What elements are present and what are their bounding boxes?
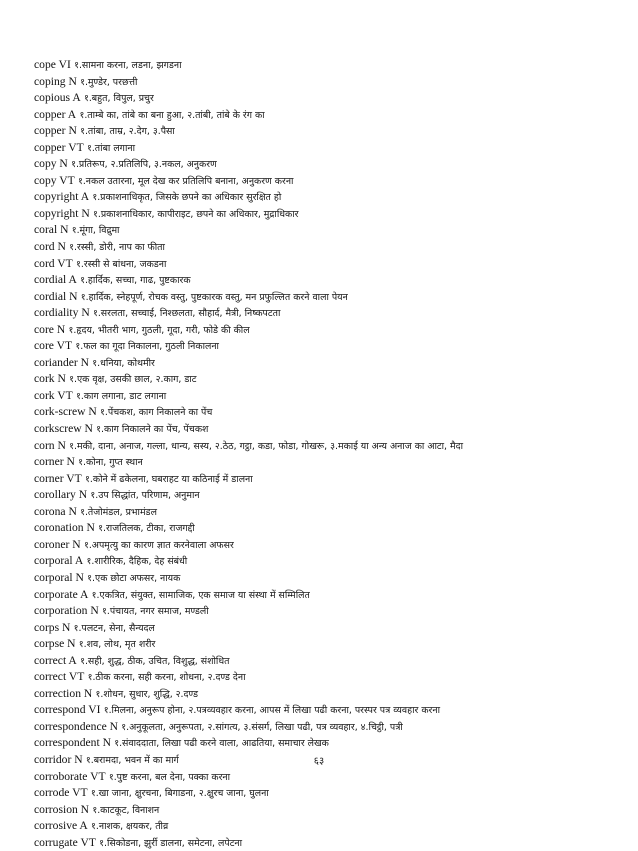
entry-headword: corrosive A	[34, 819, 88, 833]
entry-headword: cork-screw N	[34, 405, 97, 419]
entry-headword: corps N	[34, 620, 71, 634]
entry-headword: coroner N	[34, 537, 81, 551]
dictionary-entry	[34, 802, 624, 819]
dictionary-entry	[34, 371, 624, 388]
dictionary-entry	[34, 504, 624, 521]
entry-headword: correct A	[34, 653, 77, 667]
entry-headword: coping N	[34, 74, 77, 88]
entry-headword: copper N	[34, 124, 77, 138]
entry-definition: १.प्रकाशनाधिकृत, जिसके छपने का अधिकार सुरक्षित हो	[92, 192, 282, 204]
page-number: ६३	[313, 756, 325, 767]
entry-definition: १.बहुत, विपुल, प्रचुर	[83, 93, 154, 105]
dictionary-entry	[34, 239, 624, 256]
entry-definition: १.उप सिद्धांत, परिणाम, अनुमान	[90, 490, 200, 502]
entry-headword: correct VT	[34, 670, 85, 684]
entry-definition: १.मुण्डेर, परछत्ती	[80, 76, 138, 88]
entry-headword: copy VT	[34, 173, 75, 187]
entry-headword: correspondence N	[34, 719, 119, 733]
entry-headword: cork VT	[34, 388, 73, 402]
entry-definition: १.हार्दिक, स्नेहपूर्ण, रोचक वस्तु, पुष्टकारक वस्तु, मन प्रफुल्लित करने वाला पेयन	[80, 291, 348, 303]
entry-headword: corporation N	[34, 604, 99, 618]
dictionary-entry	[34, 355, 624, 372]
entry-definition: १.तेजोमंडल, प्रभामंडल	[80, 506, 157, 518]
entry-definition: १.धनिया, कोथमीर	[92, 357, 155, 369]
dictionary-entry	[34, 388, 624, 405]
entry-headword: coral N	[34, 223, 69, 237]
entry-headword: cordiality N	[34, 306, 90, 320]
entry-headword: corridor N	[34, 752, 83, 766]
dictionary-entry	[34, 553, 624, 570]
entry-definition: १.अपमृत्यु का कारण ज्ञात करनेवाला अफसर	[83, 539, 234, 551]
dictionary-entry	[34, 785, 624, 802]
entry-definition: १.मिलना, अनुरूप होना, २.पत्रव्यवहार करना, आपस में लिखा पढी करना, परस्पर पत्र व्यवहार करना	[103, 705, 441, 717]
entry-definition: १.सामना करना, लडना, झगडना	[74, 60, 182, 71]
entry-definition: १.रस्सी, डोरी, नाप का फीता	[69, 242, 165, 254]
entry-definition: १.एकत्रित, संयुक्त, सामाजिक, एक समाज या संस्था में सम्मिलित	[91, 589, 310, 601]
entry-headword: corporal A	[34, 554, 84, 568]
entry-headword: copper A	[34, 107, 77, 121]
entry-headword: copy N	[34, 157, 68, 171]
entry-definition: १.काग निकालने का पेंच, पेंचकश	[96, 424, 209, 436]
entry-definition: १.कोने में ढकेलना, घबराहट या कठिनाई में डालना	[85, 473, 253, 485]
entry-definition: १.शोधन, सुधार, शुद्धि, २.दण्ड	[95, 688, 198, 700]
entry-definition: १.फल का गूदा निकालना, गुठली निकालना	[75, 341, 219, 353]
dictionary-entry	[34, 156, 624, 173]
entry-definition: १.तांबा, ताम्र, २.देग, ३.पैसा	[80, 126, 175, 138]
entry-headword: copyright A	[34, 190, 90, 204]
entry-definition: १.काग लगाना, डाट लगाना	[76, 390, 167, 402]
entry-definition: १.मूंगा, विद्रुमा	[71, 225, 120, 237]
dictionary-entry	[34, 189, 624, 206]
entry-definition: १.संवाददाता, लिखा पढी करने वाला, आढतिया, समाचार लेखक	[114, 738, 329, 750]
entry-headword: cope VI	[34, 58, 71, 71]
entry-headword: cork N	[34, 372, 66, 386]
entry-headword: copious A	[34, 91, 81, 105]
dictionary-entry	[34, 206, 624, 223]
entry-definition: १.काटकूट, विनाशन	[92, 804, 160, 816]
dictionary-entry	[34, 421, 624, 438]
dictionary-entry	[34, 57, 624, 74]
dictionary-entry	[34, 587, 624, 604]
entry-headword: corkscrew N	[34, 422, 93, 436]
dictionary-entry	[34, 272, 624, 289]
dictionary-entry	[34, 620, 624, 637]
entry-definition: १.कोना, गुप्त स्थान	[78, 457, 143, 469]
dictionary-entry	[34, 305, 624, 322]
dictionary-entry	[34, 769, 624, 786]
dictionary-entry	[34, 173, 624, 190]
entry-definition: १.नाशक, क्षयकर, तीव्र	[91, 821, 169, 833]
entry-definition: १.ताम्बे का, तांबे का बना हुआ, २.तांबी, तांबे के रंग का	[79, 109, 265, 121]
entry-definition: १.नकल उतारना, मूल देख कर प्रतिलिपि बनाना, अनुकरण करना	[77, 175, 294, 187]
dictionary-entry	[34, 735, 624, 752]
entry-headword: coriander N	[34, 355, 90, 369]
entry-definition: १.पलटन, सेना, सैन्यदल	[73, 622, 155, 634]
dictionary-entry	[34, 74, 624, 91]
entry-definition: १.हृदय, भीतरी भाग, गुठली, गूदा, गरी, फोडे की कील	[68, 324, 250, 336]
entry-headword: corner N	[34, 455, 75, 469]
dictionary-entry	[34, 322, 624, 339]
entry-definition: १.एक छोटा अफसर, नायक	[87, 572, 181, 584]
dictionary-entry	[34, 570, 624, 587]
dictionary-entry	[34, 338, 624, 355]
entry-headword: corpse N	[34, 637, 76, 651]
dictionary-entry	[34, 289, 624, 306]
entry-headword: cord VT	[34, 256, 73, 270]
entry-definition: १.सिकोडना, झुर्री डालना, समेटना, लपेटना	[99, 837, 243, 849]
dictionary-entry	[34, 256, 624, 273]
dictionary-entry	[34, 686, 624, 703]
dictionary-entry	[34, 636, 624, 653]
dictionary-entry	[34, 537, 624, 554]
entry-definition: १.शव, लोथ, मृत शरीर	[78, 639, 156, 651]
dictionary-entry	[34, 835, 624, 851]
entry-definition: १.बरामदा, भवन में का मार्ग	[85, 754, 179, 766]
entry-headword: correspond VI	[34, 703, 101, 717]
entry-headword: corporate A	[34, 587, 89, 601]
entry-definition: १.प्रतिरूप, २.प्रतिलिपि, ३.नकल, अनुकरण	[71, 159, 217, 171]
entry-definition: १.पंचायत, नगर समाज, मण्डली	[101, 606, 209, 618]
dictionary-entry	[34, 454, 624, 471]
entry-headword: corner VT	[34, 471, 82, 485]
entry-headword: corrosion N	[34, 802, 90, 816]
dictionary-entry	[34, 90, 624, 107]
entry-definition: १.हार्दिक, सच्चा, गाढ, पुष्टकारक	[80, 275, 191, 287]
entry-headword: copper VT	[34, 140, 84, 154]
entry-definition: १.पेंचकश, काग निकालने का पेंच	[100, 407, 213, 419]
entry-headword: core N	[34, 322, 66, 336]
dictionary-entry	[34, 520, 624, 537]
entry-list	[34, 57, 624, 851]
dictionary-entry	[34, 222, 624, 239]
entry-headword: copyright N	[34, 206, 90, 220]
dictionary-entry	[34, 438, 624, 455]
entry-headword: corporal N	[34, 570, 84, 584]
entry-definition: १.प्रकाशनाधिकार, कापीराइट, छपने का अधिकार, मुद्राधिकार	[92, 208, 299, 220]
entry-definition: १.खा जाना, क्षुरचना, बिगाडना, २.क्षुरच जाना, घुलना	[90, 788, 269, 800]
entry-definition: १.मकी, दाना, अनाज, गल्ला, धान्य, सस्य, २.ठेठ, गट्ठा, कडा, फोडा, गोखरू, ३.मकाई या अन्य अनाज का आटा, मैदा	[69, 440, 464, 452]
entry-headword: corrugate VT	[34, 835, 96, 849]
entry-headword: coronation N	[34, 521, 95, 535]
entry-headword: corollary N	[34, 488, 88, 502]
entry-headword: correction N	[34, 686, 93, 700]
dictionary-entry	[34, 669, 624, 686]
entry-definition: १.अनुकूलता, अनुरूपता, २.सांगत्य, ३.संसर्ग, लिखा पढी, पत्र व्यवहार, ४.चिट्ठी, पत्री	[121, 721, 403, 733]
dictionary-entry	[34, 487, 624, 504]
entry-definition: १.शारीरिक, दैहिक, देह संबंधी	[86, 556, 188, 568]
entry-definition: १.रस्सी से बांधना, जकडना	[76, 258, 167, 270]
dictionary-entry	[34, 140, 624, 157]
entry-headword: cordial A	[34, 273, 77, 287]
entry-headword: corrode VT	[34, 786, 88, 800]
dictionary-entry	[34, 719, 624, 736]
entry-definition: १.पुष्ट करना, बल देना, पक्का करना	[108, 771, 231, 783]
dictionary-entry	[34, 471, 624, 488]
entry-headword: corroborate VT	[34, 769, 106, 783]
entry-definition: १.सरलता, सच्चाई, निश्छलता, सौहार्द, मैत्री, निष्कपटता	[92, 308, 281, 320]
dictionary-entry	[34, 404, 624, 421]
entry-headword: cordial N	[34, 289, 78, 303]
dictionary-entry	[34, 107, 624, 124]
entry-headword: corn N	[34, 438, 66, 452]
entry-headword: correspondent N	[34, 736, 111, 750]
entry-definition: १.ठीक करना, सही करना, शोधना, २.दण्ड देना	[87, 672, 246, 684]
dictionary-entry	[34, 653, 624, 670]
entry-definition: १.एक वृक्ष, उसकी छाल, २.काग, डाट	[69, 374, 197, 386]
entry-headword: cord N	[34, 240, 66, 254]
dictionary-entry	[34, 603, 624, 620]
entry-definition: १.सही, शुद्ध, ठीक, उचित, विशुद्ध, संशोधित	[80, 655, 230, 667]
dictionary-entry	[34, 818, 624, 835]
entry-definition: १.राजतिलक, टीका, राजगद्दी	[98, 523, 195, 535]
dictionary-entry	[34, 123, 624, 140]
entry-headword: core VT	[34, 339, 73, 353]
dictionary-entry	[34, 702, 624, 719]
entry-headword: corona N	[34, 504, 77, 518]
entry-definition: १.तांबा लगाना	[86, 142, 136, 154]
